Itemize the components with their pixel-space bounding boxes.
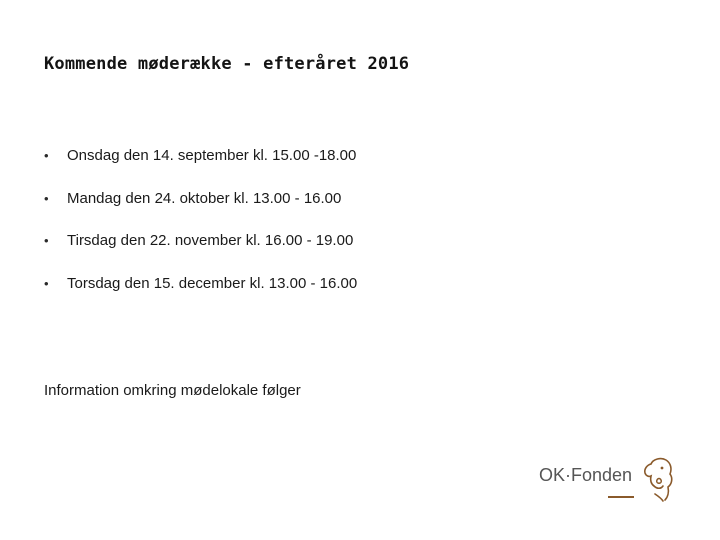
- list-item: [44, 230, 357, 251]
- bullet-icon: •: [44, 275, 49, 291]
- list-item: [44, 188, 357, 209]
- logo-text: OK·Fonden: [539, 465, 633, 485]
- logo-underline: [608, 496, 634, 498]
- bullet-icon: •: [44, 190, 49, 206]
- meeting-text: Onsdag den 14. september kl. 15.00 -18.00: [67, 147, 357, 164]
- meeting-text: Torsdag den 15. december kl. 13.00 - 16.00: [67, 274, 358, 292]
- dog-head-icon: [641, 456, 675, 502]
- bullet-icon: •: [44, 233, 49, 248]
- meeting-text: Tirsdag den 22. november kl. 16.00 - 19.00: [67, 232, 354, 249]
- list-item: [44, 145, 357, 166]
- slide-title: Kommende møderække - efteråret 2016: [44, 54, 410, 74]
- meeting-list: [44, 145, 357, 315]
- meeting-text: Mandag den 24. oktober kl. 13.00 - 16.00: [67, 189, 342, 207]
- list-item: [44, 273, 357, 294]
- ok-fonden-logo: [537, 456, 677, 504]
- info-note: Information omkring mødelokale følger: [44, 382, 301, 399]
- bullet-icon: •: [44, 148, 49, 163]
